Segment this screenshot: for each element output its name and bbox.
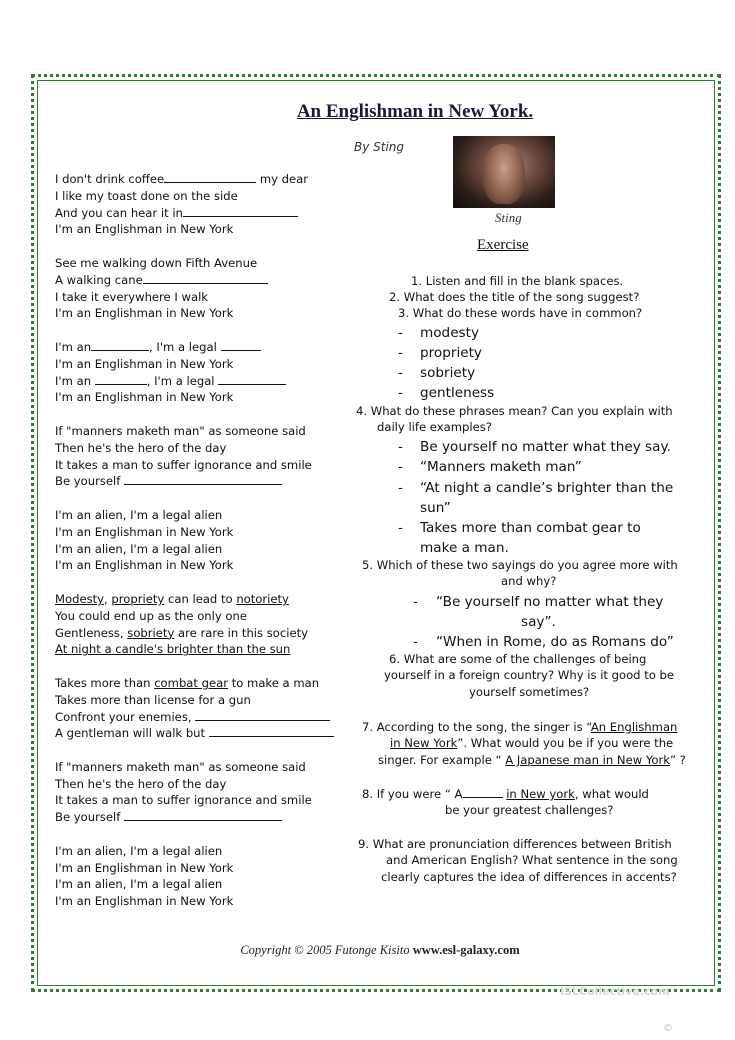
lyric-line: At night a candle's brighter than the sun [55, 642, 291, 657]
question-3: 3. What do these words have in common? [398, 306, 643, 320]
q4-phrase: make a man. [420, 540, 509, 556]
q4-phrase: Takes more than combat gear to [420, 520, 641, 536]
question-6-cont: yourself sometimes? [469, 685, 590, 699]
question-6-cont: yourself in a foreign country? Why is it good to be [384, 668, 675, 682]
q3-word: sobriety [420, 365, 476, 381]
lyric-line: Confront your enemies, [55, 709, 345, 726]
lyric-line: If "manners maketh man" as someone said [55, 759, 306, 774]
lyrics-column [55, 171, 345, 910]
question-9: 9. What are pronunciation differences between British [358, 837, 672, 851]
website-link: www.esl-galaxy.com [412, 943, 520, 957]
lyric-line: I'm an , I'm a legal [55, 373, 345, 390]
lyric-line: Be yourself [55, 809, 345, 826]
q4-dash: - [398, 480, 403, 496]
lyric-line: It takes a man to suffer ignorance and smile [55, 457, 312, 472]
question-4-cont: daily life examples? [377, 420, 492, 434]
lyric-line: I like my toast done on the side [55, 188, 238, 203]
question-5: 5. Which of these two sayings do you agree more with [362, 558, 678, 572]
lyric-line: I'm an Englishman in New York [55, 894, 234, 909]
question-2: 2. What does the title of the song suggest? [389, 290, 640, 304]
lyric-line: I'm an , I'm a legal [55, 339, 345, 356]
photo-caption: Sting [495, 210, 522, 225]
q4-phrase: Be yourself no matter what they say. [420, 439, 671, 455]
q3-word: propriety [420, 345, 482, 361]
lyric-line: If "manners maketh man" as someone said [55, 423, 306, 438]
lyric-line: I'm an Englishman in New York [55, 356, 234, 371]
lyric-line: Be yourself [55, 473, 345, 490]
lyric-line: Then he's the hero of the day [55, 776, 227, 791]
question-9-cont: clearly captures the idea of differences in accents? [381, 870, 677, 884]
q5-dash: - [413, 594, 418, 610]
q5-dash: - [413, 634, 418, 650]
copyright-line: Copyright © 2005 Futonge Kisito www.esl-galaxy.com [240, 943, 520, 957]
q5-saying: “Be yourself no matter what they [436, 594, 664, 610]
lyric-line: Takes more than combat gear to make a man [55, 675, 320, 690]
lyric-line: I'm an Englishman in New York [55, 222, 234, 237]
question-7-cont: singer. For example “ A Japanese man in New York” ? [378, 753, 686, 767]
lyric-line: I'm an alien, I'm a legal alien [55, 877, 223, 892]
q4-dash: - [398, 439, 403, 455]
lyric-line: Modesty, propriety can lead to notoriety [55, 591, 289, 606]
q5-saying: “When in Rome, do as Romans do” [436, 634, 674, 650]
q3-word: modesty [420, 325, 480, 341]
lyric-line: I don't drink coffee my dear [55, 172, 309, 186]
exercise-heading: Exercise [477, 237, 529, 253]
lyric-line: I'm an Englishman in New York [55, 524, 234, 539]
question-8: 8. If you were “ A in New york, what would [362, 787, 649, 801]
question-5-cont: and why? [501, 574, 557, 588]
lyric-line: Then he's the hero of the day [55, 440, 227, 455]
worksheet-title: An Englishman in New York. [296, 101, 534, 122]
lyric-line: I'm an Englishman in New York [55, 860, 234, 875]
q4-phrase: “At night a candle’s brighter than the [420, 480, 674, 496]
watermark: ISLCollective.com [560, 985, 670, 998]
lyric-line: I'm an Englishman in New York [55, 306, 234, 321]
lyric-line: I'm an alien, I'm a legal alien [55, 541, 223, 556]
lyric-line: You could end up as the only one [55, 608, 247, 623]
lyric-line: It takes a man to suffer ignorance and smile [55, 793, 312, 808]
q5-saying: say”. [521, 614, 556, 630]
lyric-line: A gentleman will walk but [55, 725, 345, 742]
q3-dash: - [398, 325, 403, 341]
q3-dash: - [398, 345, 403, 361]
question-9-cont: and American English? What sentence in the song [386, 853, 678, 867]
lyric-line: Gentleness, sobriety are rare in this society [55, 625, 309, 640]
corner-mark: © [663, 1023, 673, 1034]
question-7-cont: in New York”. What would you be if you were the [390, 736, 674, 750]
question-8-cont: be your greatest challenges? [445, 803, 614, 817]
q4-phrase: “Manners maketh man” [420, 459, 582, 475]
lyric-line: I'm an alien, I'm a legal alien [55, 843, 223, 858]
q3-word: gentleness [420, 385, 495, 401]
question-1: 1. Listen and fill in the blank spaces. [411, 274, 624, 288]
lyric-line: A walking cane [55, 272, 345, 289]
q4-dash: - [398, 459, 403, 475]
q4-phrase: sun” [420, 500, 451, 516]
question-7: 7. According to the song, the singer is “An Englishman [362, 720, 678, 734]
sting-photo [453, 136, 555, 208]
lyric-line: I'm an alien, I'm a legal alien [55, 507, 223, 522]
q3-dash: - [398, 365, 403, 381]
lyric-line: I'm an Englishman in New York [55, 558, 234, 573]
lyric-line: I'm an Englishman in New York [55, 390, 234, 405]
question-6: 6. What are some of the challenges of being [389, 652, 647, 666]
lyric-line: I take it everywhere I walk [55, 289, 208, 304]
face-shape [483, 144, 525, 204]
byline: By Sting [354, 140, 405, 154]
question-4: 4. What do these phrases mean? Can you explain with [356, 404, 673, 418]
lyric-line: And you can hear it in [55, 205, 345, 222]
q4-dash: - [398, 520, 403, 536]
lyric-line: See me walking down Fifth Avenue [55, 255, 258, 270]
lyric-line: Takes more than license for a gun [55, 692, 251, 707]
q3-dash: - [398, 385, 403, 401]
